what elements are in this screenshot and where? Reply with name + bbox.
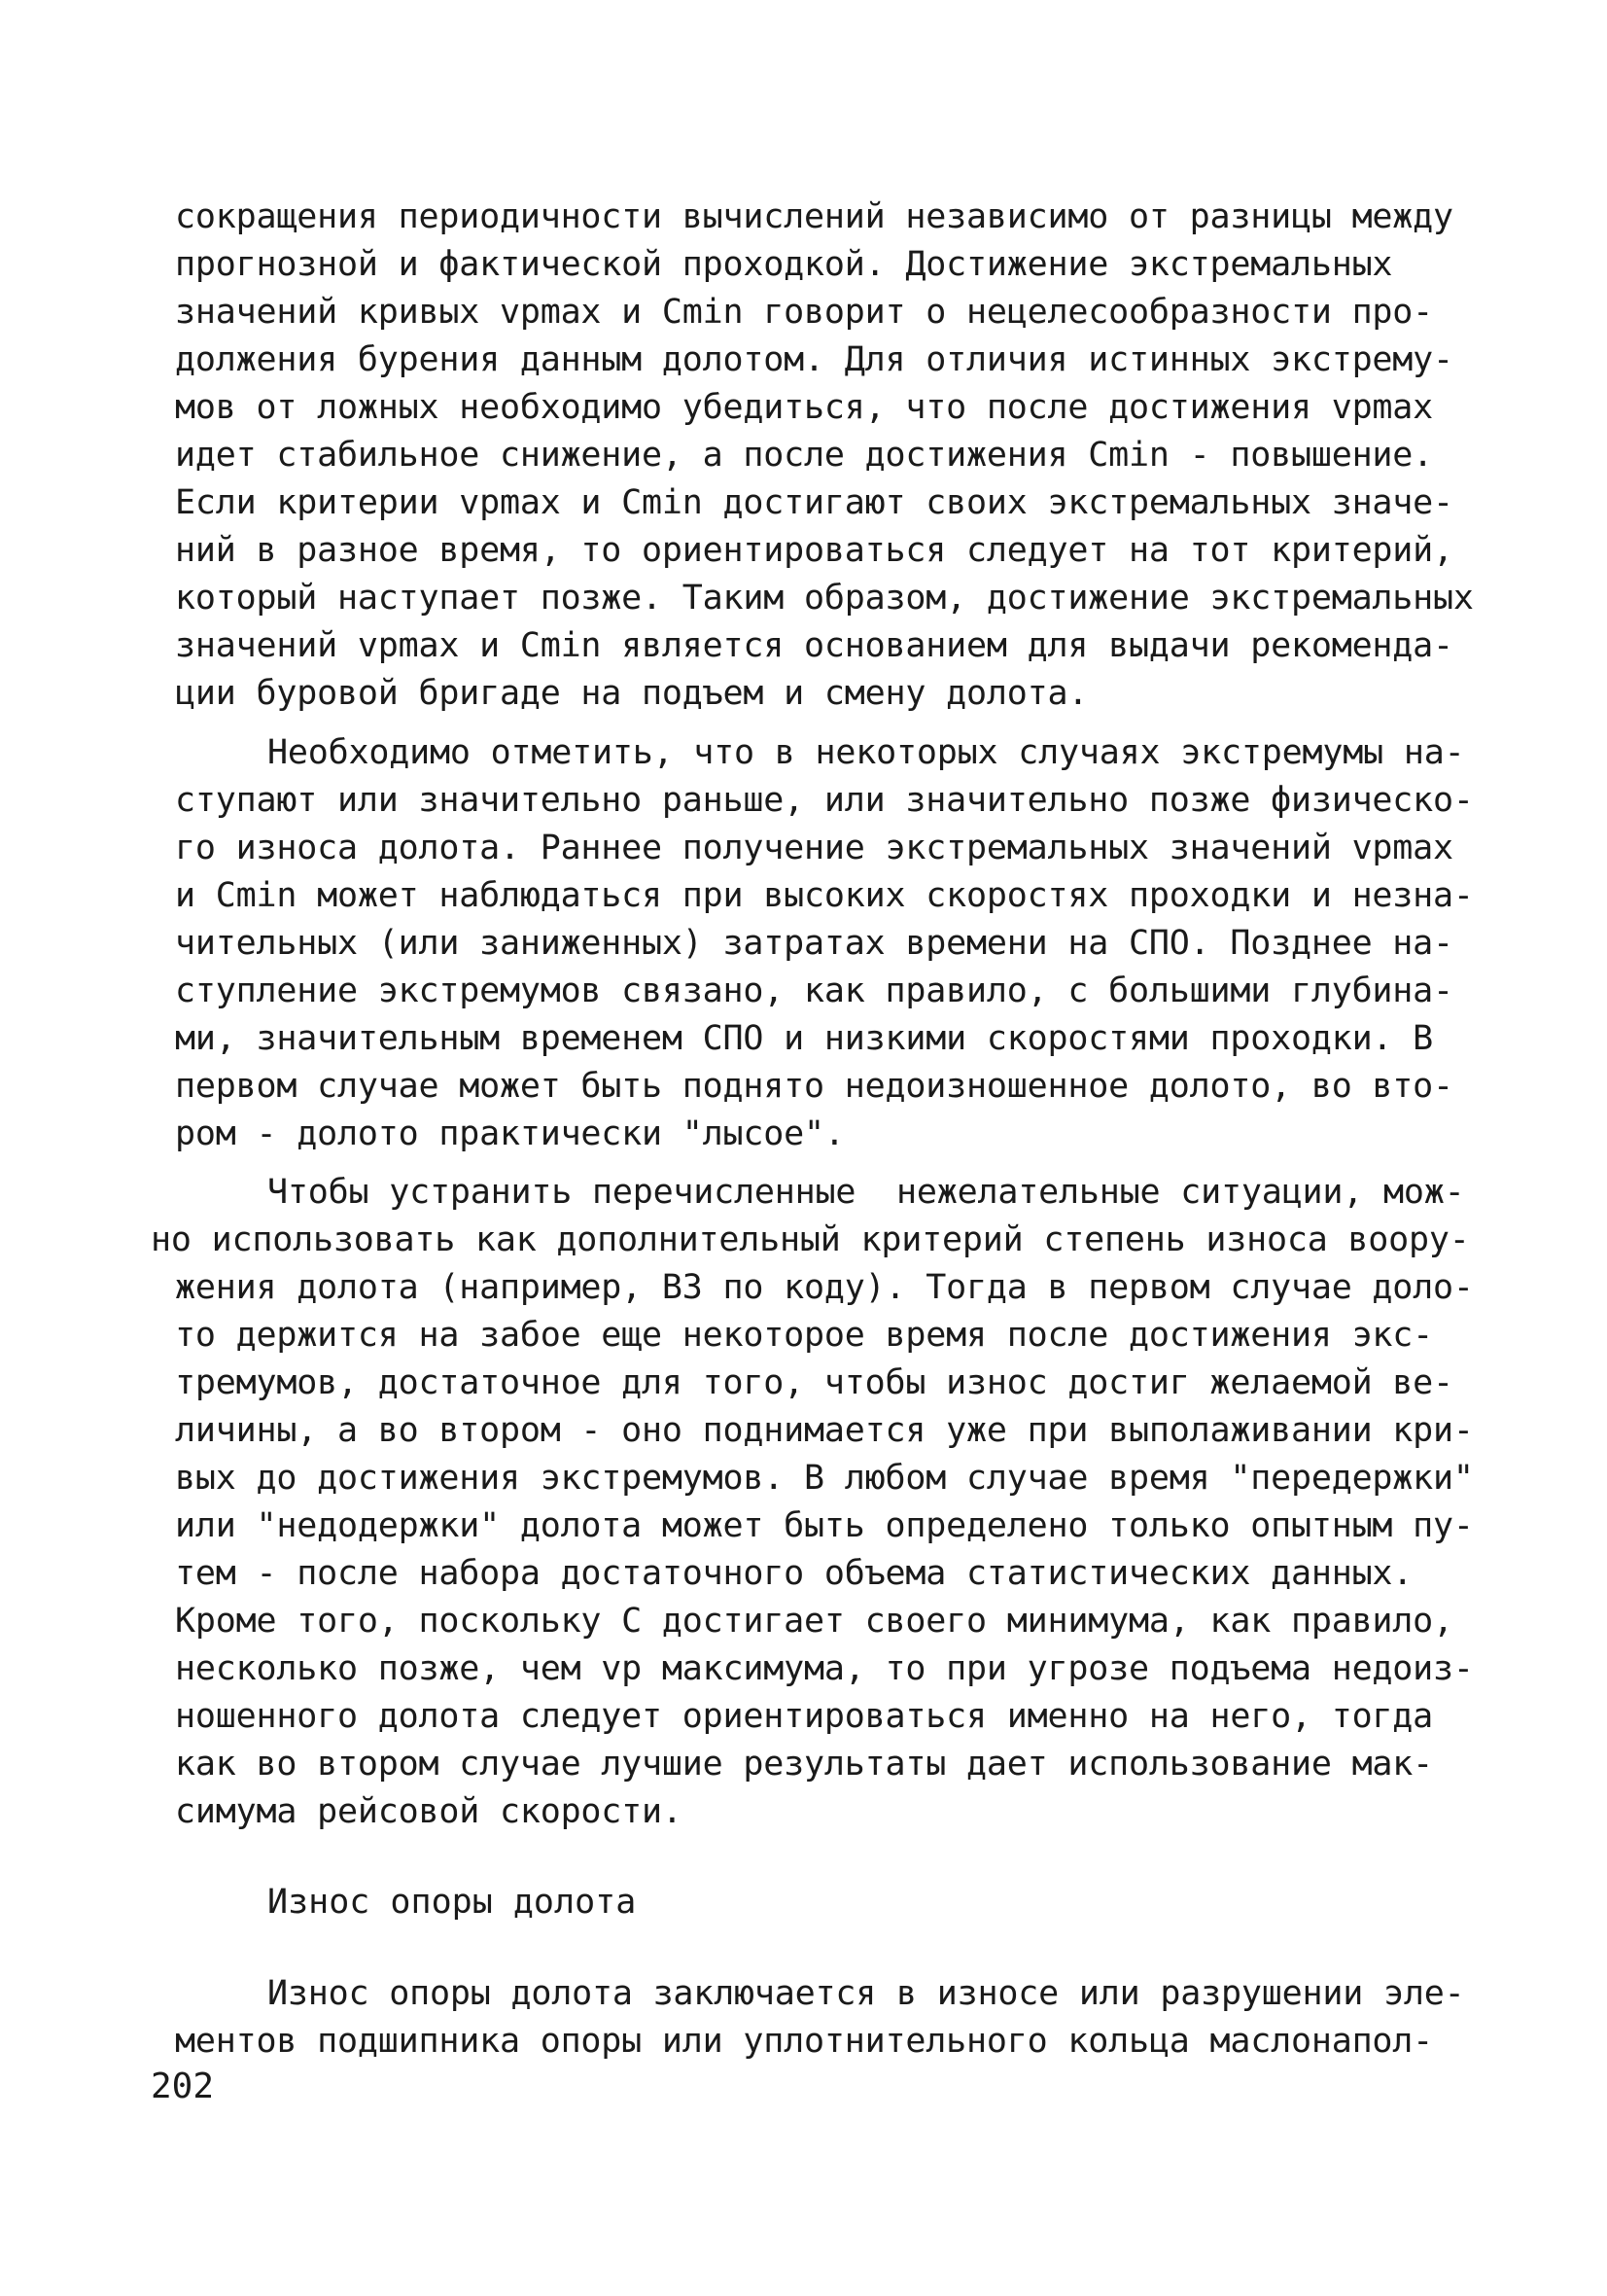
text-line: значений кривых vpmax и Cmin говорит о нецелесообразности про- — [175, 293, 1434, 332]
text-line: симума рейсовой скорости. — [175, 1792, 682, 1831]
text-line: то держится на забое еще некоторое время после достижения экс- — [175, 1316, 1434, 1355]
text-line: и Cmin может наблюдаться при высоких скоростях проходки и незна- — [175, 876, 1474, 915]
text-line: идет стабильное снижение, а после достижения Cmin - повышение. — [175, 436, 1434, 475]
text-line: ром - долото практически "лысое". — [175, 1114, 845, 1153]
text-line: мов от ложных необходимо убедиться, что после достижения vpmax — [175, 388, 1434, 427]
text-line: Чтобы устранить перечисленные нежелательные ситуации, мож- — [267, 1173, 1465, 1212]
text-line: прогнозной и фактической проходкой. Достижение экстремальных — [175, 245, 1393, 284]
text-line: Если критерии vpmax и Cmin достигают своих экстремальных значе- — [175, 483, 1453, 522]
page-number: 202 — [151, 2066, 215, 2106]
text-line: тремумов, достаточное для того, чтобы износ достиг желаемой ве- — [175, 1363, 1453, 1402]
text-line: первом случае может быть поднято недоизношенное долото, во вто- — [175, 1067, 1453, 1106]
text-line: вых до достижения экстремумов. В любом случае время "передержки" — [175, 1459, 1474, 1498]
text-line: жения долота (например, ВЗ по коду). Тогда в первом случае доло- — [175, 1268, 1474, 1307]
text-line: сокращения периодичности вычислений независимо от разницы между — [175, 197, 1453, 236]
text-line: Износ опоры долота заключается в износе или разрушении эле- — [267, 1974, 1465, 2013]
text-line: ношенного долота следует ориентироваться именно на него, тогда — [175, 1697, 1434, 1736]
text-line: Кроме того, поскольку С достигает своего минимума, как правило, — [175, 1602, 1453, 1641]
text-line: или "недодержки" долота может быть определено только опытным пу- — [175, 1506, 1474, 1545]
section-heading: Износ опоры долота — [267, 1883, 637, 1922]
text-line: несколько позже, чем vp максимума, то при угрозе подъема недоиз- — [175, 1649, 1474, 1688]
text-line: значений vpmax и Cmin является основанием для выдачи рекоменда- — [175, 626, 1453, 665]
text-line: Необходимо отметить, что в некоторых случаях экстремумы на- — [267, 733, 1465, 772]
text-line: ми, значительным временем СПО и низкими скоростями проходки. В — [175, 1019, 1434, 1058]
text-line: личины, а во втором - оно поднимается уже при выполаживании кри- — [175, 1411, 1474, 1450]
text-line: ментов подшипника опоры или уплотнительного кольца маслонапол- — [175, 2022, 1434, 2061]
text-line: ступление экстремумов связано, как правило, с большими глубина- — [175, 971, 1453, 1010]
text-line: ний в разное время, то ориентироваться следует на тот критерий, — [175, 531, 1453, 570]
text-line: должения бурения данным долотом. Для отличия истинных экстрему- — [175, 340, 1453, 379]
text-line: го износа долота. Раннее получение экстремальных значений vpmax — [175, 829, 1453, 867]
text-line: тем - после набора достаточного объема статистических данных. — [175, 1554, 1414, 1593]
text-line: но использовать как дополнительный критерий степень износа воору- — [151, 1220, 1470, 1259]
text-line: чительных (или заниженных) затратах времени на СПО. Позднее на- — [175, 924, 1453, 963]
text-line: ции буровой бригаде на подъем и смену долота. — [175, 674, 1089, 713]
text-line: ступают или значительно раньше, или значительно позже физическо- — [175, 781, 1474, 820]
text-line: как во втором случае лучшие результаты дает использование мак- — [175, 1745, 1434, 1784]
text-line: который наступает позже. Таким образом, достижение экстремальных — [175, 579, 1474, 618]
